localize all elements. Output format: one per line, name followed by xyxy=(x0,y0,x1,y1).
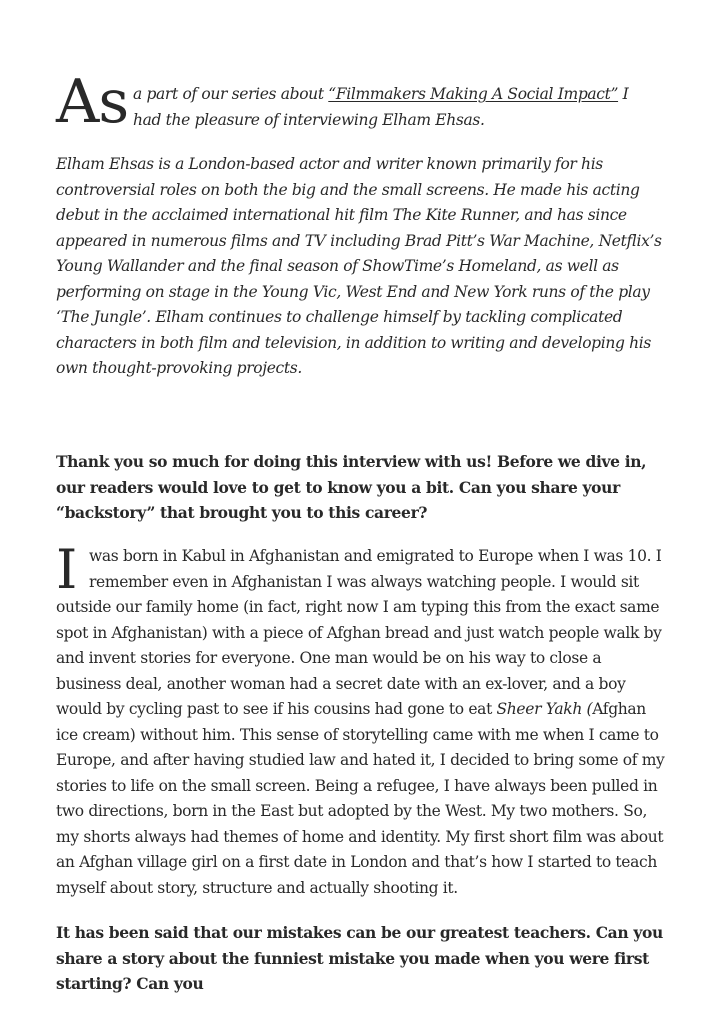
answer-drop-cap: I xyxy=(56,538,77,601)
intro-drop-cap: As xyxy=(56,67,129,137)
answer-emphasis: Sheer Yakh ( xyxy=(496,700,593,718)
intro-text-after: I had the pleasure of interviewing Elham Ehsas. xyxy=(133,85,629,129)
intro-text xyxy=(133,82,653,133)
interview-answer-1 xyxy=(56,538,670,901)
answer-text-part-1: was born in Kabul in Afghanistan and emigrated to Europe when I was 10. I remember even in Afghanistan I was always watching people. I would sit outside our family home (in fact, right now I am typing this from the exact same spot in Afghanistan) with a piece of Afghan bread and just watch people walk by and invent stories for everyone. One man would be on his way to close a business deal, another woman had a secret date with an ex-lover, and a boy would by cycling past to see if his cousins had gone to eat xyxy=(56,547,662,718)
interview-question-1: Thank you so much for doing this interview with us! Before we dive in, our readers would love to get to know you a bit. Can you share your “backstory” that brought you to this career? xyxy=(56,452,647,522)
answer-text-part-2: Afghan ice cream) without him. This sense of storytelling came with me when I came to Europe, and after having studied law and hated it, I decided to bring some of my stories to life on the small screen. Being a refugee, I have always been pulled in two directions, born in the East but adopted by the West. My two mothers. So, my shorts always had themes of home and identity. My first short film was about an Afghan village girl on a first date in London and that’s how I started to teach myself about story, structure and actually shooting it. xyxy=(56,700,665,897)
interview-question-2: It has been said that our mistakes can be our greatest teachers. Can you share a story about the funniest mistake you made when you were first starting? Can you xyxy=(56,923,663,993)
series-link[interactable]: “Filmmakers Making A Social Impact” xyxy=(328,85,619,103)
intro-text-before: a part of our series about xyxy=(133,85,329,103)
intro-section xyxy=(56,67,668,137)
author-bio: Elham Ehsas is a London-based actor and writer known primarily for his controversial roles on both the big and the small screens. He made his acting debut in the acclaimed international hit film The Kite Runner, and has since appeared in numerous films and TV including Brad Pitt’s War Machine, Netflix’s Young Wallander and the final season of ShowTime’s Homeland, as well as performing on stage in the Young Vic, West End and New York runs of the play ‘The Jungle’. Elham continues to challenge himself by tackling complicated characters in both film and television, in addition to writing and developing his own thought-provoking projects. xyxy=(56,155,662,377)
